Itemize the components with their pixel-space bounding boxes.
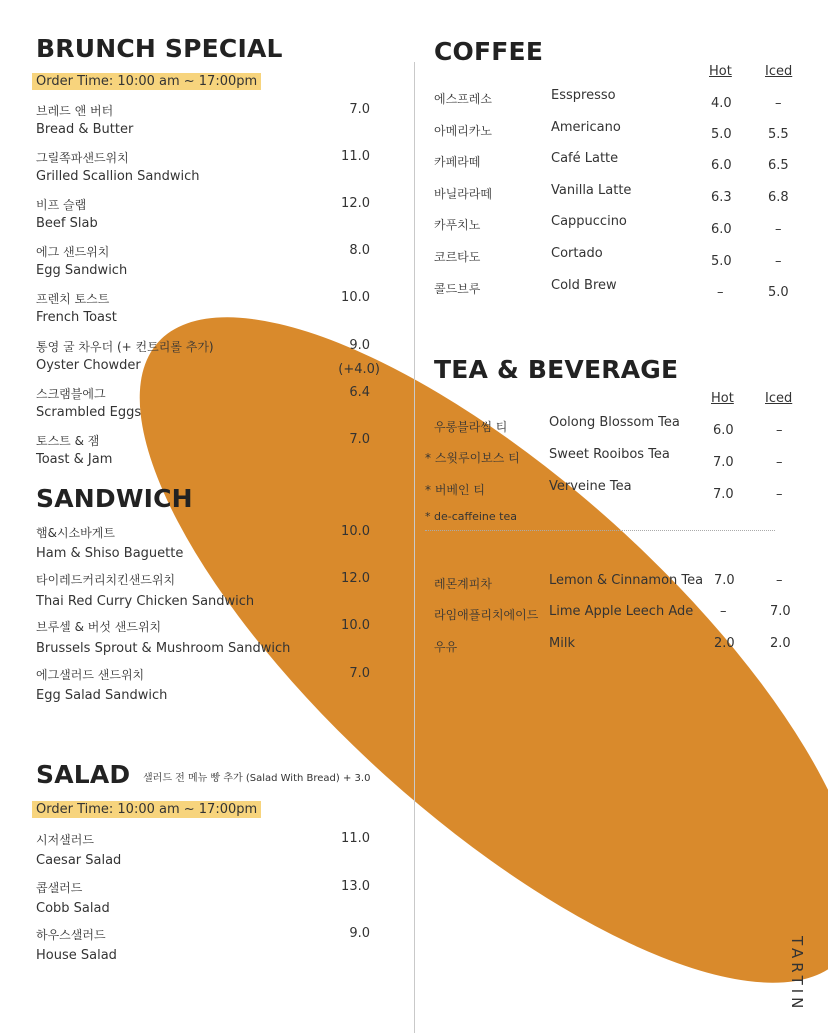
coffee-item-iced: 5.0 bbox=[768, 285, 789, 300]
coffee-item-hot: 4.0 bbox=[711, 96, 732, 111]
salad-item-en: Cobb Salad bbox=[36, 901, 110, 916]
coffee-item-en: Esspresso bbox=[551, 88, 616, 103]
brunch-item-price: 7.0 bbox=[349, 432, 370, 447]
coffee-item-ko: 카페라떼 bbox=[434, 155, 481, 169]
tea-decaf-footnote: * de-caffeine tea bbox=[425, 510, 517, 523]
tea-item-en: Oolong Blossom Tea bbox=[549, 415, 680, 430]
beverage-item-ko: 라임애플리치에이드 bbox=[434, 608, 539, 622]
brunch-item-price: 10.0 bbox=[341, 290, 370, 305]
sandwich-item-ko: 브루셀 & 버섯 샌드위치 bbox=[36, 620, 162, 634]
salad-order-time: Order Time: 10:00 am ~ 17:00pm bbox=[32, 801, 261, 818]
brunch-item-en: Beef Slab bbox=[36, 216, 98, 231]
brunch-item-en: Scrambled Eggs bbox=[36, 405, 142, 420]
salad-item-en: Caesar Salad bbox=[36, 853, 122, 868]
coffee-item-hot: 6.0 bbox=[711, 222, 732, 237]
brunch-item-price: 9.0 bbox=[349, 338, 370, 353]
coffee-item-ko: 에스프레소 bbox=[434, 92, 492, 106]
tea-item-iced: – bbox=[776, 423, 783, 438]
coffee-item-ko: 코르타도 bbox=[434, 250, 481, 264]
coffee-item-en: Café Latte bbox=[551, 151, 619, 166]
beverage-item-hot: 7.0 bbox=[714, 573, 735, 588]
coffee-item-iced: – bbox=[775, 254, 782, 269]
coffee-item-ko: 카푸치노 bbox=[434, 218, 481, 232]
beverage-item-iced: 2.0 bbox=[770, 636, 791, 651]
brunch-item-price: 7.0 bbox=[349, 102, 370, 117]
sandwich-item-ko: 타이레드커리치킨샌드위치 bbox=[36, 573, 176, 587]
tea-section-separator bbox=[425, 530, 775, 531]
sandwich-item-price: 10.0 bbox=[341, 618, 370, 633]
coffee-item-en: Cortado bbox=[551, 246, 603, 261]
coffee-item-ko: 아메리카노 bbox=[434, 124, 492, 138]
brunch-item-price: 8.0 bbox=[349, 243, 370, 258]
salad-item-ko: 콥샐러드 bbox=[36, 881, 83, 895]
sandwich-item-ko: 에그샐러드 샌드위치 bbox=[36, 668, 145, 682]
coffee-item-iced: 5.5 bbox=[768, 127, 789, 142]
tea-item-hot: 7.0 bbox=[713, 455, 734, 470]
sandwich-item-en: Ham & Shiso Baguette bbox=[36, 546, 184, 561]
coffee-item-hot: – bbox=[717, 285, 724, 300]
tea-iced-header: Iced bbox=[765, 391, 793, 406]
beverage-item-en: Lime Apple Leech Ade bbox=[549, 604, 694, 619]
brunch-item-en: Toast & Jam bbox=[36, 452, 113, 467]
tea-hot-header: Hot bbox=[711, 391, 734, 406]
beverage-item-en: Milk bbox=[549, 636, 575, 651]
brunch-title: BRUNCH SPECIAL bbox=[36, 34, 283, 63]
tea-item-hot: 7.0 bbox=[713, 487, 734, 502]
brunch-item-ko: 그릴쪽파샌드위치 bbox=[36, 151, 129, 165]
brunch-item-ko: 통영 굴 차우더 (+ 컨트리롤 추가) bbox=[36, 340, 214, 354]
tea-item-en: Verveine Tea bbox=[549, 479, 632, 494]
brunch-item-extra-price: (+4.0) bbox=[338, 362, 380, 377]
salad-item-en: House Salad bbox=[36, 948, 117, 963]
coffee-item-hot: 6.3 bbox=[711, 190, 732, 205]
brunch-item-en: Egg Sandwich bbox=[36, 263, 128, 278]
salad-item-price: 9.0 bbox=[349, 926, 370, 941]
coffee-item-hot: 5.0 bbox=[711, 254, 732, 269]
salad-item-ko: 시저샐러드 bbox=[36, 833, 94, 847]
brand-wordmark: TARTIN bbox=[788, 936, 806, 1013]
beverage-item-ko: 레몬계피차 bbox=[434, 577, 492, 591]
brunch-item-price: 6.4 bbox=[349, 385, 370, 400]
coffee-item-iced: – bbox=[775, 222, 782, 237]
coffee-item-ko: 바닐라라떼 bbox=[434, 187, 492, 201]
beverage-item-hot: 2.0 bbox=[714, 636, 735, 651]
brunch-order-time: Order Time: 10:00 am ~ 17:00pm bbox=[32, 73, 261, 90]
tea-item-en: Sweet Rooibos Tea bbox=[549, 447, 670, 462]
tea-item-iced: – bbox=[776, 455, 783, 470]
beverage-item-iced: 7.0 bbox=[770, 604, 791, 619]
tea-item-ko: 우롱블라썸 티 bbox=[434, 420, 508, 434]
coffee-item-en: Cappuccino bbox=[551, 214, 627, 229]
brunch-item-en: Oyster Chowder bbox=[36, 358, 141, 373]
sandwich-item-ko: 햄&시소바게트 bbox=[36, 526, 115, 540]
salad-title: SALAD bbox=[36, 760, 131, 789]
coffee-item-iced: 6.5 bbox=[768, 158, 789, 173]
coffee-item-en: Cold Brew bbox=[551, 278, 617, 293]
salad-item-ko: 하우스샐러드 bbox=[36, 928, 106, 942]
brunch-item-ko: 토스트 & 잼 bbox=[36, 434, 100, 448]
coffee-item-ko: 콜드브루 bbox=[434, 282, 481, 296]
brunch-item-ko: 프렌치 토스트 bbox=[36, 292, 110, 306]
beverage-item-en: Lemon & Cinnamon Tea bbox=[549, 573, 704, 588]
tea-item-ko: * 버베인 티 bbox=[425, 483, 485, 497]
coffee-item-en: Americano bbox=[551, 120, 621, 135]
coffee-item-iced: – bbox=[775, 96, 782, 111]
tea-title: TEA & BEVERAGE bbox=[434, 355, 679, 384]
beverage-item-iced: – bbox=[776, 573, 783, 588]
salad-item-price: 11.0 bbox=[341, 831, 370, 846]
sandwich-item-price: 10.0 bbox=[341, 524, 370, 539]
brunch-item-ko: 브레드 앤 버터 bbox=[36, 104, 114, 118]
coffee-item-hot: 5.0 bbox=[711, 127, 732, 142]
brunch-item-ko: 비프 슬랩 bbox=[36, 198, 87, 212]
brunch-item-ko: 에그 샌드위치 bbox=[36, 245, 110, 259]
brunch-item-en: Bread & Butter bbox=[36, 122, 134, 137]
tea-item-iced: – bbox=[776, 487, 783, 502]
brunch-item-price: 11.0 bbox=[341, 149, 370, 164]
beverage-item-hot: – bbox=[720, 604, 727, 619]
coffee-item-iced: 6.8 bbox=[768, 190, 789, 205]
beverage-item-ko: 우유 bbox=[434, 640, 458, 654]
coffee-hot-header: Hot bbox=[709, 64, 732, 79]
brunch-item-en: Grilled Scallion Sandwich bbox=[36, 169, 200, 184]
sandwich-item-en: Brussels Sprout & Mushroom Sandwich bbox=[36, 641, 291, 656]
coffee-title: COFFEE bbox=[434, 37, 544, 66]
salad-bread-note: 샐러드 전 메뉴 빵 추가 (Salad With Bread) + 3.0 bbox=[143, 773, 371, 784]
salad-item-price: 13.0 bbox=[341, 879, 370, 894]
tea-item-hot: 6.0 bbox=[713, 423, 734, 438]
brunch-item-ko: 스크램블에그 bbox=[36, 387, 106, 401]
tea-item-ko: * 스윗루이보스 티 bbox=[425, 451, 520, 465]
brunch-item-price: 12.0 bbox=[341, 196, 370, 211]
sandwich-item-en: Thai Red Curry Chicken Sandwich bbox=[36, 594, 255, 609]
coffee-iced-header: Iced bbox=[765, 64, 793, 79]
sandwich-title: SANDWICH bbox=[36, 484, 193, 513]
brunch-item-en: French Toast bbox=[36, 310, 117, 325]
sandwich-item-en: Egg Salad Sandwich bbox=[36, 688, 168, 703]
coffee-item-en: Vanilla Latte bbox=[551, 183, 632, 198]
sandwich-item-price: 7.0 bbox=[349, 666, 370, 681]
coffee-item-hot: 6.0 bbox=[711, 158, 732, 173]
sandwich-item-price: 12.0 bbox=[341, 571, 370, 586]
